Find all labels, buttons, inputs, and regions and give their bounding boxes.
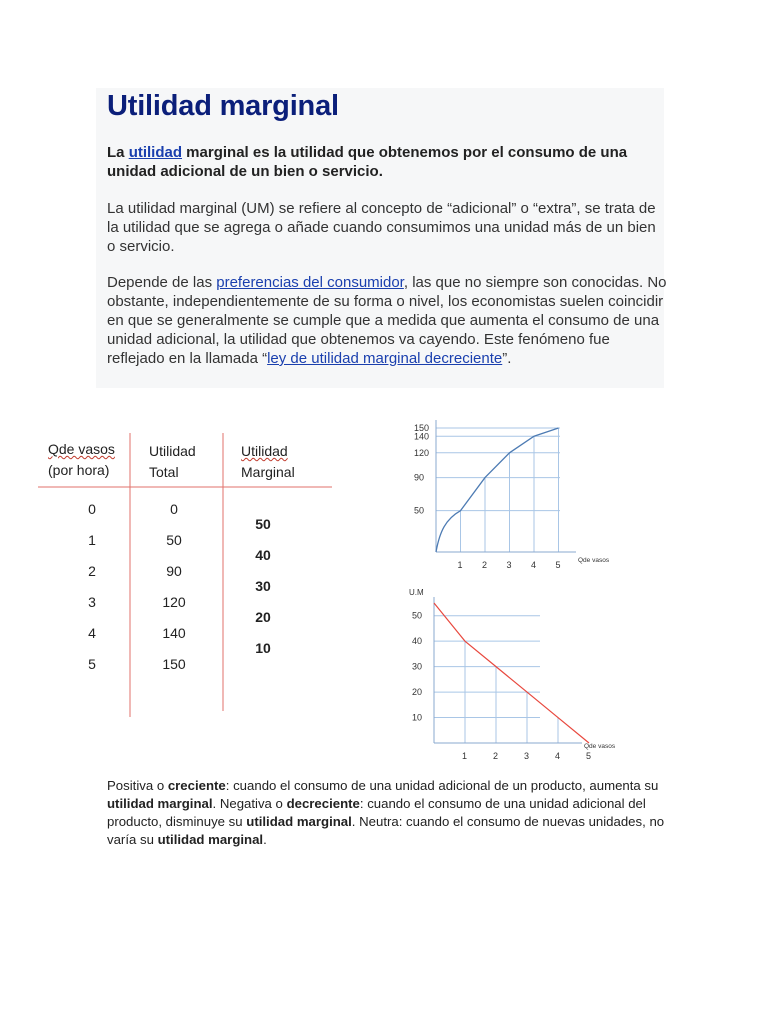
x-tick-label: 1 <box>462 751 468 761</box>
y-tick-label: 20 <box>412 687 423 698</box>
bottom-t1: Positiva o <box>107 778 168 793</box>
y-tick-label: 140 <box>414 431 430 442</box>
marginal-utility-chart <box>400 583 630 768</box>
bottom-paragraph <box>107 777 667 849</box>
lead-suffix: marginal es la utilidad que obtenemos por el consumo de una unidad adicional de un bien o servicio. <box>107 144 628 180</box>
header-marginal-line2: Marginal <box>241 464 295 480</box>
y-tick-label: 10 <box>412 712 423 723</box>
x-tick-label: 2 <box>493 751 499 761</box>
table-cell-qty: 0 <box>88 501 96 517</box>
table-cell-marginal: 40 <box>255 547 271 563</box>
para2-prefix: Depende de las <box>107 274 217 291</box>
table-cell-marginal: 30 <box>255 578 271 594</box>
x-tick-label: 3 <box>506 560 512 570</box>
x-tick-label: 5 <box>555 560 561 570</box>
bottom-t2: : cuando el consumo de una unidad adicional de un producto, aumenta su <box>225 778 659 793</box>
table-cell-qty: 4 <box>88 625 96 641</box>
table-cell-total: 0 <box>170 501 178 517</box>
marginal-utility-line <box>434 603 589 743</box>
bottom-b2: utilidad marginal <box>107 796 213 811</box>
x-tick-label: 2 <box>482 560 488 570</box>
page-title: Utilidad marginal <box>107 90 339 122</box>
header-qty-line2: (por hora) <box>48 462 110 478</box>
bottom-b1: creciente <box>167 778 226 793</box>
lead-prefix: La <box>107 144 129 161</box>
y-tick-label: 40 <box>412 636 423 647</box>
x-tick-label: 5 <box>586 751 592 761</box>
y-tick-label: 150 <box>414 423 430 433</box>
preferencias-link[interactable]: preferencias del consumidor <box>216 274 404 291</box>
bottom-b3: decreciente <box>286 796 360 811</box>
para2-middle: , las que no siempre son conocidas. No obstante, independientemente de su forma o nivel, los economistas suelen coincidir en que se generalmente se cumple que a medida que aumenta el consumo de una unidad adicional, la utilidad que obtenemos va cayendo. Este fenómeno fue reflejado en la llamada “ <box>107 274 667 367</box>
bottom-t6: . <box>263 832 267 847</box>
table-cell-marginal: 50 <box>255 516 271 532</box>
paragraph-1: La utilidad marginal (UM) se refiere al concepto de “adicional” o “extra”, se trata de la utilidad que se agrega o añade cuando consumimos una unidad más de un bien o servicio. <box>107 200 656 255</box>
table-cell-marginal: 10 <box>255 640 271 656</box>
total-utility-line <box>436 428 559 552</box>
x-tick-label: 4 <box>531 560 537 570</box>
table-cell-total: 50 <box>166 532 182 548</box>
table-cell-total: 150 <box>162 656 186 672</box>
x-axis-label: Qde vasos <box>584 743 616 750</box>
table-cell-qty: 2 <box>88 563 96 579</box>
bottom-b4: utilidad marginal <box>246 814 352 829</box>
utilidad-link[interactable]: utilidad <box>128 144 183 161</box>
header-qty-line1: Qde vasos <box>48 441 115 457</box>
bottom-b5: utilidad marginal <box>157 832 264 847</box>
table-cell-marginal: 20 <box>255 609 271 625</box>
x-tick-label: 3 <box>524 751 530 761</box>
y-tick-label: 90 <box>414 472 425 483</box>
lead-paragraph <box>107 143 667 181</box>
total-utility-chart <box>400 410 620 585</box>
header-total-line2: Total <box>149 464 179 480</box>
paragraph-2 <box>107 273 667 368</box>
para2-suffix: ”. <box>502 350 512 367</box>
y-axis-label: U.M <box>409 588 424 597</box>
table-cell-total: 140 <box>162 625 186 641</box>
header-total-line1: Utilidad <box>149 443 196 459</box>
x-tick-label: 4 <box>555 751 561 761</box>
table-cell-qty: 3 <box>88 594 96 610</box>
y-tick-label: 120 <box>414 447 430 458</box>
ley-utilidad-link[interactable]: ley de utilidad marginal decreciente <box>267 350 503 367</box>
table-cell-total: 120 <box>162 594 186 610</box>
bottom-t4: : cuando el consumo de una unidad adicional del producto, disminuye su <box>107 796 646 829</box>
y-tick-label: 30 <box>412 661 423 672</box>
bottom-t5: . Neutra: cuando el consumo de nuevas unidades, no varía su <box>107 814 665 847</box>
utility-table <box>30 425 340 725</box>
bottom-t3: . Negativa o <box>212 796 287 811</box>
header-marginal-line1: Utilidad <box>241 443 288 459</box>
x-tick-label: 1 <box>457 560 463 570</box>
x-axis-label: Qde vasos <box>578 557 610 564</box>
table-cell-qty: 5 <box>88 656 96 672</box>
table-cell-qty: 1 <box>88 532 96 548</box>
table-cell-total: 90 <box>166 563 182 579</box>
y-tick-label: 50 <box>412 610 423 621</box>
y-tick-label: 50 <box>414 505 425 516</box>
